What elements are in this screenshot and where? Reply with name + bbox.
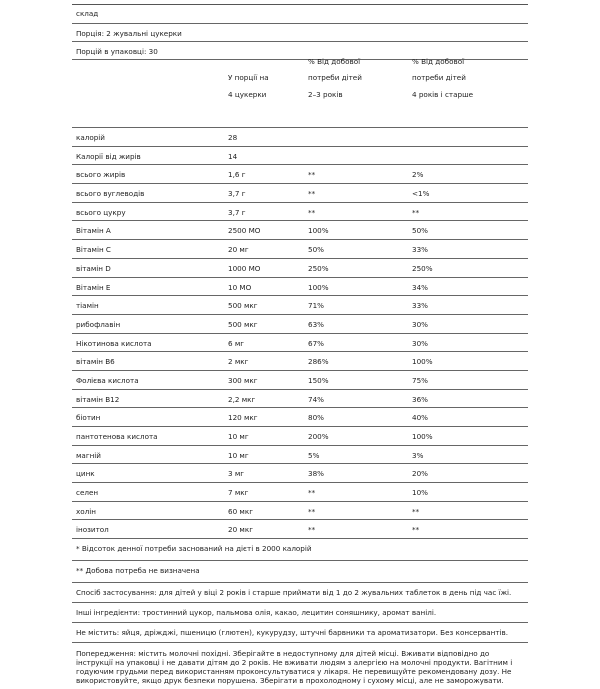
- nutrient-amount: 28: [228, 133, 238, 142]
- nutrient-name: холін: [76, 506, 96, 516]
- col-per-serving-line1: У порції на: [228, 73, 269, 82]
- nutrient-amount: 500 мкг: [228, 301, 258, 311]
- nutrient-amount: 3,7 г: [228, 189, 246, 199]
- nutrient-table: [72, 127, 528, 538]
- nutrient-name: Вітамін Е: [76, 282, 111, 292]
- title-row: [72, 5, 528, 23]
- dv-kids-4plus: 75%: [412, 375, 428, 385]
- dv-kids-2-3: 100%: [308, 226, 329, 236]
- dv-kids-2-3: 71%: [308, 301, 324, 311]
- table-row: [72, 146, 528, 165]
- footnote-daily-basis: * Відсоток денної потреби заснований на дієті в 2000 калорій: [72, 538, 528, 560]
- dv-kids-4plus: 100%: [412, 432, 433, 441]
- table-row: [72, 239, 528, 258]
- column-header-row: [72, 59, 528, 127]
- dv-kids-4plus: 250%: [412, 263, 433, 273]
- nutrient-amount: 14: [228, 151, 238, 161]
- dv-kids-4plus: 36%: [412, 394, 428, 404]
- dv-kids-4plus: 3%: [412, 450, 424, 460]
- col-kids23-line3: 2–3 років: [308, 90, 343, 99]
- table-row: [72, 370, 528, 389]
- nutrient-name: цинк: [76, 469, 95, 479]
- nutrient-name: всього цукру: [76, 207, 126, 217]
- nutrient-name: рибофлавін: [76, 319, 121, 329]
- table-row: [72, 277, 528, 296]
- dv-kids-2-3: 63%: [308, 319, 324, 329]
- dv-kids-4plus: <1%: [412, 189, 430, 199]
- dv-kids-4plus: **: [412, 525, 420, 535]
- footnote-not-established: ** Добова потреба не визначена: [72, 560, 528, 582]
- nutrient-amount: 1,6 г: [228, 170, 246, 180]
- table-row: [72, 295, 528, 314]
- dv-kids-2-3: 74%: [308, 394, 324, 404]
- nutrient-name: вітамін D: [76, 263, 111, 273]
- nutrient-amount: 2500 МО: [228, 226, 261, 236]
- nutrient-name: пантотенова кислота: [76, 432, 158, 441]
- usage-text: Спосіб застосування: для дітей у віці 2 років і старше приймати від 1 до 2 жувальних таблеток в день під час їжі.: [72, 582, 528, 602]
- table-row: [72, 482, 528, 501]
- nutrient-amount: 6 мг: [228, 338, 245, 348]
- nutrient-name: інозитол: [76, 525, 109, 535]
- table-row: [72, 389, 528, 408]
- nutrient-name: калорій: [76, 133, 105, 142]
- nutrient-name: вітамін B6: [76, 357, 115, 367]
- nutrient-name: Вітамін А: [76, 226, 111, 236]
- dv-kids-2-3: 100%: [308, 282, 329, 292]
- dv-kids-2-3: **: [308, 189, 316, 199]
- dv-kids-2-3: 80%: [308, 413, 324, 423]
- table-row: [72, 351, 528, 370]
- col-kids4-line3: 4 років і старше: [412, 90, 474, 99]
- supplement-facts-panel: [72, 4, 528, 689]
- dv-kids-4plus: 33%: [412, 245, 428, 255]
- nutrient-amount: 500 мкг: [228, 319, 258, 329]
- col-kids4-line2: потреби дітей: [412, 73, 466, 82]
- col-per-serving-line2: 4 цукерки: [228, 90, 267, 99]
- dv-kids-4plus: 100%: [412, 357, 433, 367]
- nutrient-amount: 20 мкг: [228, 525, 253, 535]
- nutrient-name: вітамін B12: [76, 394, 120, 404]
- serving-row: [72, 23, 528, 41]
- dv-kids-2-3: 5%: [308, 450, 320, 460]
- dv-kids-2-3: **: [308, 506, 316, 516]
- dv-kids-4plus: **: [412, 506, 420, 516]
- nutrient-name: Вітамін С: [76, 245, 111, 255]
- free-of-text: Не містить: яйця, дріжджі, пшеницю (глютен), кукурудзу, штучні барвники та ароматизатори. Без консервантів.: [72, 622, 528, 642]
- table-row: [72, 426, 528, 445]
- col-kids23-line1: % Від добової: [308, 57, 361, 66]
- nutrient-amount: 10 мг: [228, 432, 249, 441]
- nutrient-amount: 7 мкг: [228, 488, 249, 498]
- dv-kids-4plus: 2%: [412, 170, 424, 180]
- dv-kids-4plus: 20%: [412, 469, 428, 479]
- nutrient-name: всього жирів: [76, 170, 126, 180]
- dv-kids-2-3: **: [308, 488, 316, 498]
- table-row: [72, 333, 528, 352]
- panel-title: склад: [76, 9, 99, 18]
- nutrient-amount: 10 МО: [228, 282, 252, 292]
- nutrient-amount: 1000 МО: [228, 263, 261, 273]
- dv-kids-2-3: 67%: [308, 338, 324, 348]
- nutrient-amount: 10 мг: [228, 450, 249, 460]
- nutrient-name: Нікотинова кислота: [76, 338, 152, 348]
- dv-kids-2-3: 250%: [308, 263, 329, 273]
- nutrient-name: селен: [76, 488, 99, 498]
- dv-kids-2-3: 200%: [308, 432, 329, 441]
- dv-kids-2-3: 150%: [308, 375, 329, 385]
- dv-kids-2-3: **: [308, 525, 316, 535]
- dv-kids-2-3: **: [308, 207, 316, 217]
- nutrient-amount: 120 мкг: [228, 413, 258, 423]
- servings-per-pack: Порцій в упаковці: 30: [76, 47, 158, 56]
- dv-kids-4plus: 10%: [412, 488, 428, 498]
- nutrient-name: всього вуглеводів: [76, 189, 145, 199]
- dv-kids-4plus: 30%: [412, 338, 428, 348]
- nutrient-amount: 3 мг: [228, 469, 245, 479]
- dv-kids-4plus: 34%: [412, 282, 428, 292]
- dv-kids-2-3: 38%: [308, 469, 324, 479]
- other-ingredients-text: Інші інгредієнти: тростинний цукор, пальмова олія, какао, лецитин соняшнику, аромат ванілі.: [72, 602, 528, 622]
- table-row: [72, 463, 528, 482]
- dv-kids-2-3: 50%: [308, 245, 324, 255]
- col-kids4-line1: % Від добової: [412, 57, 465, 66]
- nutrient-name: тіамін: [76, 301, 99, 311]
- table-row: [72, 127, 528, 146]
- nutrient-name: біотин: [76, 413, 101, 423]
- nutrient-amount: 2 мкг: [228, 357, 249, 367]
- table-row: [72, 314, 528, 333]
- dv-kids-4plus: 40%: [412, 413, 428, 423]
- nutrient-amount: 300 мкг: [228, 375, 258, 385]
- table-row: [72, 445, 528, 464]
- table-row: [72, 164, 528, 183]
- table-row: [72, 183, 528, 202]
- nutrient-name: Фолієва кислота: [76, 375, 139, 385]
- table-row: [72, 220, 528, 239]
- nutrient-amount: 60 мкг: [228, 506, 253, 516]
- dv-kids-4plus: **: [412, 207, 420, 217]
- nutrient-amount: 3,7 г: [228, 207, 246, 217]
- serving-size: Порція: 2 жувальні цукерки: [76, 29, 182, 38]
- table-row: [72, 258, 528, 277]
- nutrient-name: Калорії від жирів: [76, 151, 141, 161]
- dv-kids-2-3: 286%: [308, 357, 329, 367]
- table-row: [72, 202, 528, 221]
- table-row: [72, 501, 528, 520]
- table-row: [72, 407, 528, 426]
- dv-kids-4plus: 30%: [412, 319, 428, 329]
- warning-text: Попередження: містить молочні похідні. Зберігайте в недоступному для дітей місці. Вживати відповідно до інструкції на упаковці і не давати дітям до 2 років. Не вживати людям з алергією на молочні продукти. Вагітним і годуючим грудьми перед використанням проконсультуватися у лікаря. Не перевищуйте рекомендовану дозу. Не використовуйте, якщо друк безпеки порушена. Зберігати в прохолодному і сухому місці, але не заморожувати.: [72, 642, 528, 689]
- col-kids23-line2: потреби дітей: [308, 73, 362, 82]
- dv-kids-4plus: 33%: [412, 301, 428, 311]
- nutrient-name: магній: [76, 450, 101, 460]
- table-row: [72, 519, 528, 538]
- nutrient-amount: 20 мг: [228, 245, 249, 255]
- dv-kids-4plus: 50%: [412, 226, 428, 236]
- dv-kids-2-3: **: [308, 170, 316, 180]
- nutrient-amount: 2,2 мкг: [228, 394, 256, 404]
